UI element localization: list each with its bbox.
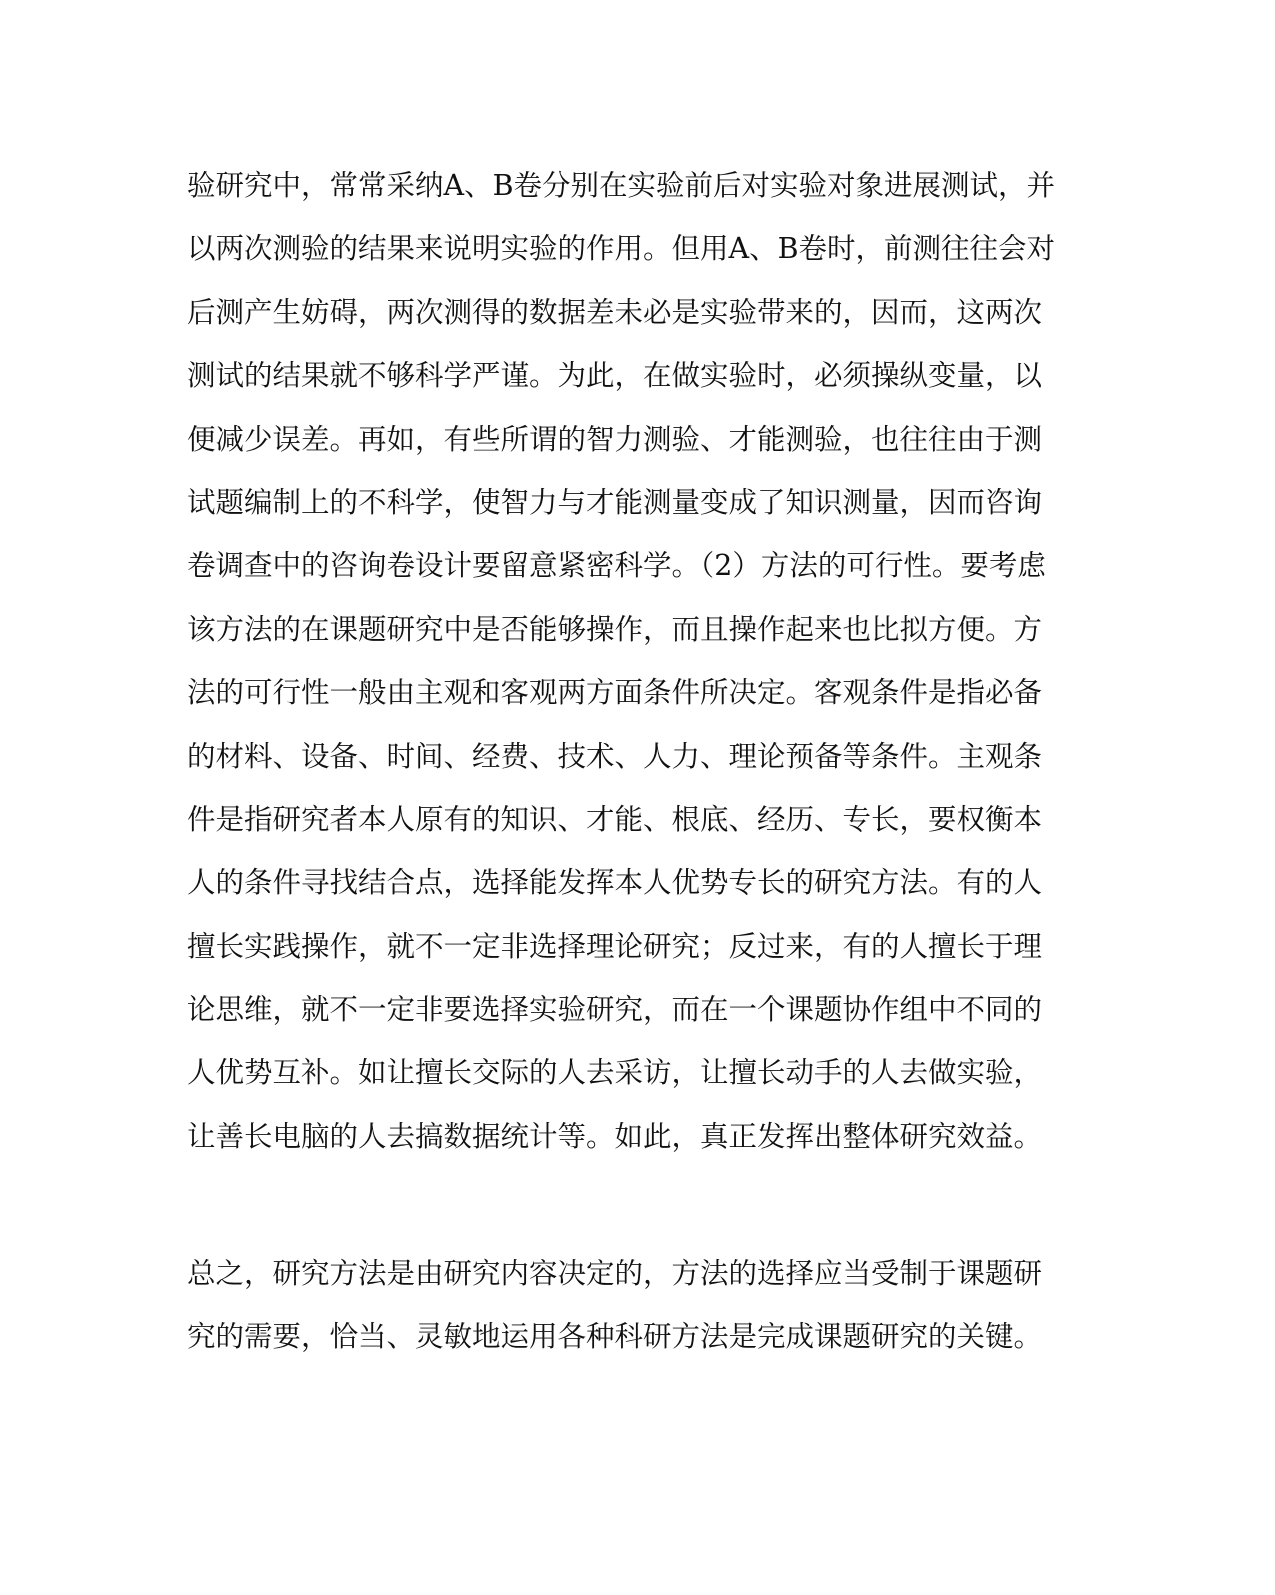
text-line: 以两次测验的结果来说明实验的作用。但用A、B卷时，前测往往会对: [187, 232, 1056, 266]
text-line: 论思维，就不一定非要选择实验研究，而在一个课题协作组中不同的: [187, 993, 1043, 1027]
text-line: 测试的结果就不够科学严谨。为此，在做实验时，必须操纵变量，以: [187, 359, 1043, 393]
text-line: 人优势互补。如让擅长交际的人去采访，让擅长动手的人去做实验，: [187, 1056, 1043, 1090]
text-line: 验研究中，常常采纳A、B卷分别在实验前后对实验对象进展测试，并: [187, 169, 1056, 202]
text-line: 究的需要，恰当、灵敏地运用各种科研方法是完成课题研究的关键。: [187, 1320, 1043, 1354]
text-line: 的材料、设备、时间、经费、技术、人力、理论预备等条件。主观条: [187, 739, 1043, 773]
text-line: 让善长电脑的人去搞数据统计等。如此，真正发挥出整体研究效益。: [187, 1119, 1043, 1153]
text-line: 件是指研究者本人原有的知识、才能、根底、经历、专长，要权衡本: [187, 802, 1043, 836]
text-line: 卷调查中的咨询卷设计要留意紧密科学。（2）方法的可行性。要考虑: [187, 549, 1046, 583]
text-line: 该方法的在课题研究中是否能够操作，而且操作起来也比拟方便。方: [187, 612, 1043, 646]
text-line: 擅长实践操作，就不一定非选择理论研究；反过来，有的人擅长于理: [187, 929, 1043, 963]
paragraph-conclusion: [187, 1242, 1067, 1369]
text-line: 法的可行性一般由主观和客观两方面条件所决定。客观条件是指必备: [187, 676, 1043, 710]
text-line: 后测产生妨碍，两次测得的数据差未必是实验带来的，因而，这两次: [187, 295, 1043, 329]
text-line: 试题编制上的不科学，使智力与才能测量变成了知识测量，因而咨询: [187, 485, 1043, 519]
text-line: 人的条件寻找结合点，选择能发挥本人优势专长的研究方法。有的人: [187, 866, 1043, 900]
text-line: 便减少误差。再如，有些所谓的智力测验、才能测验，也往往由于测: [187, 422, 1043, 456]
text-line: 总之，研究方法是由研究内容决定的，方法的选择应当受制于课题研: [187, 1257, 1043, 1290]
paragraph-research-method-feasibility: [187, 154, 1067, 1168]
